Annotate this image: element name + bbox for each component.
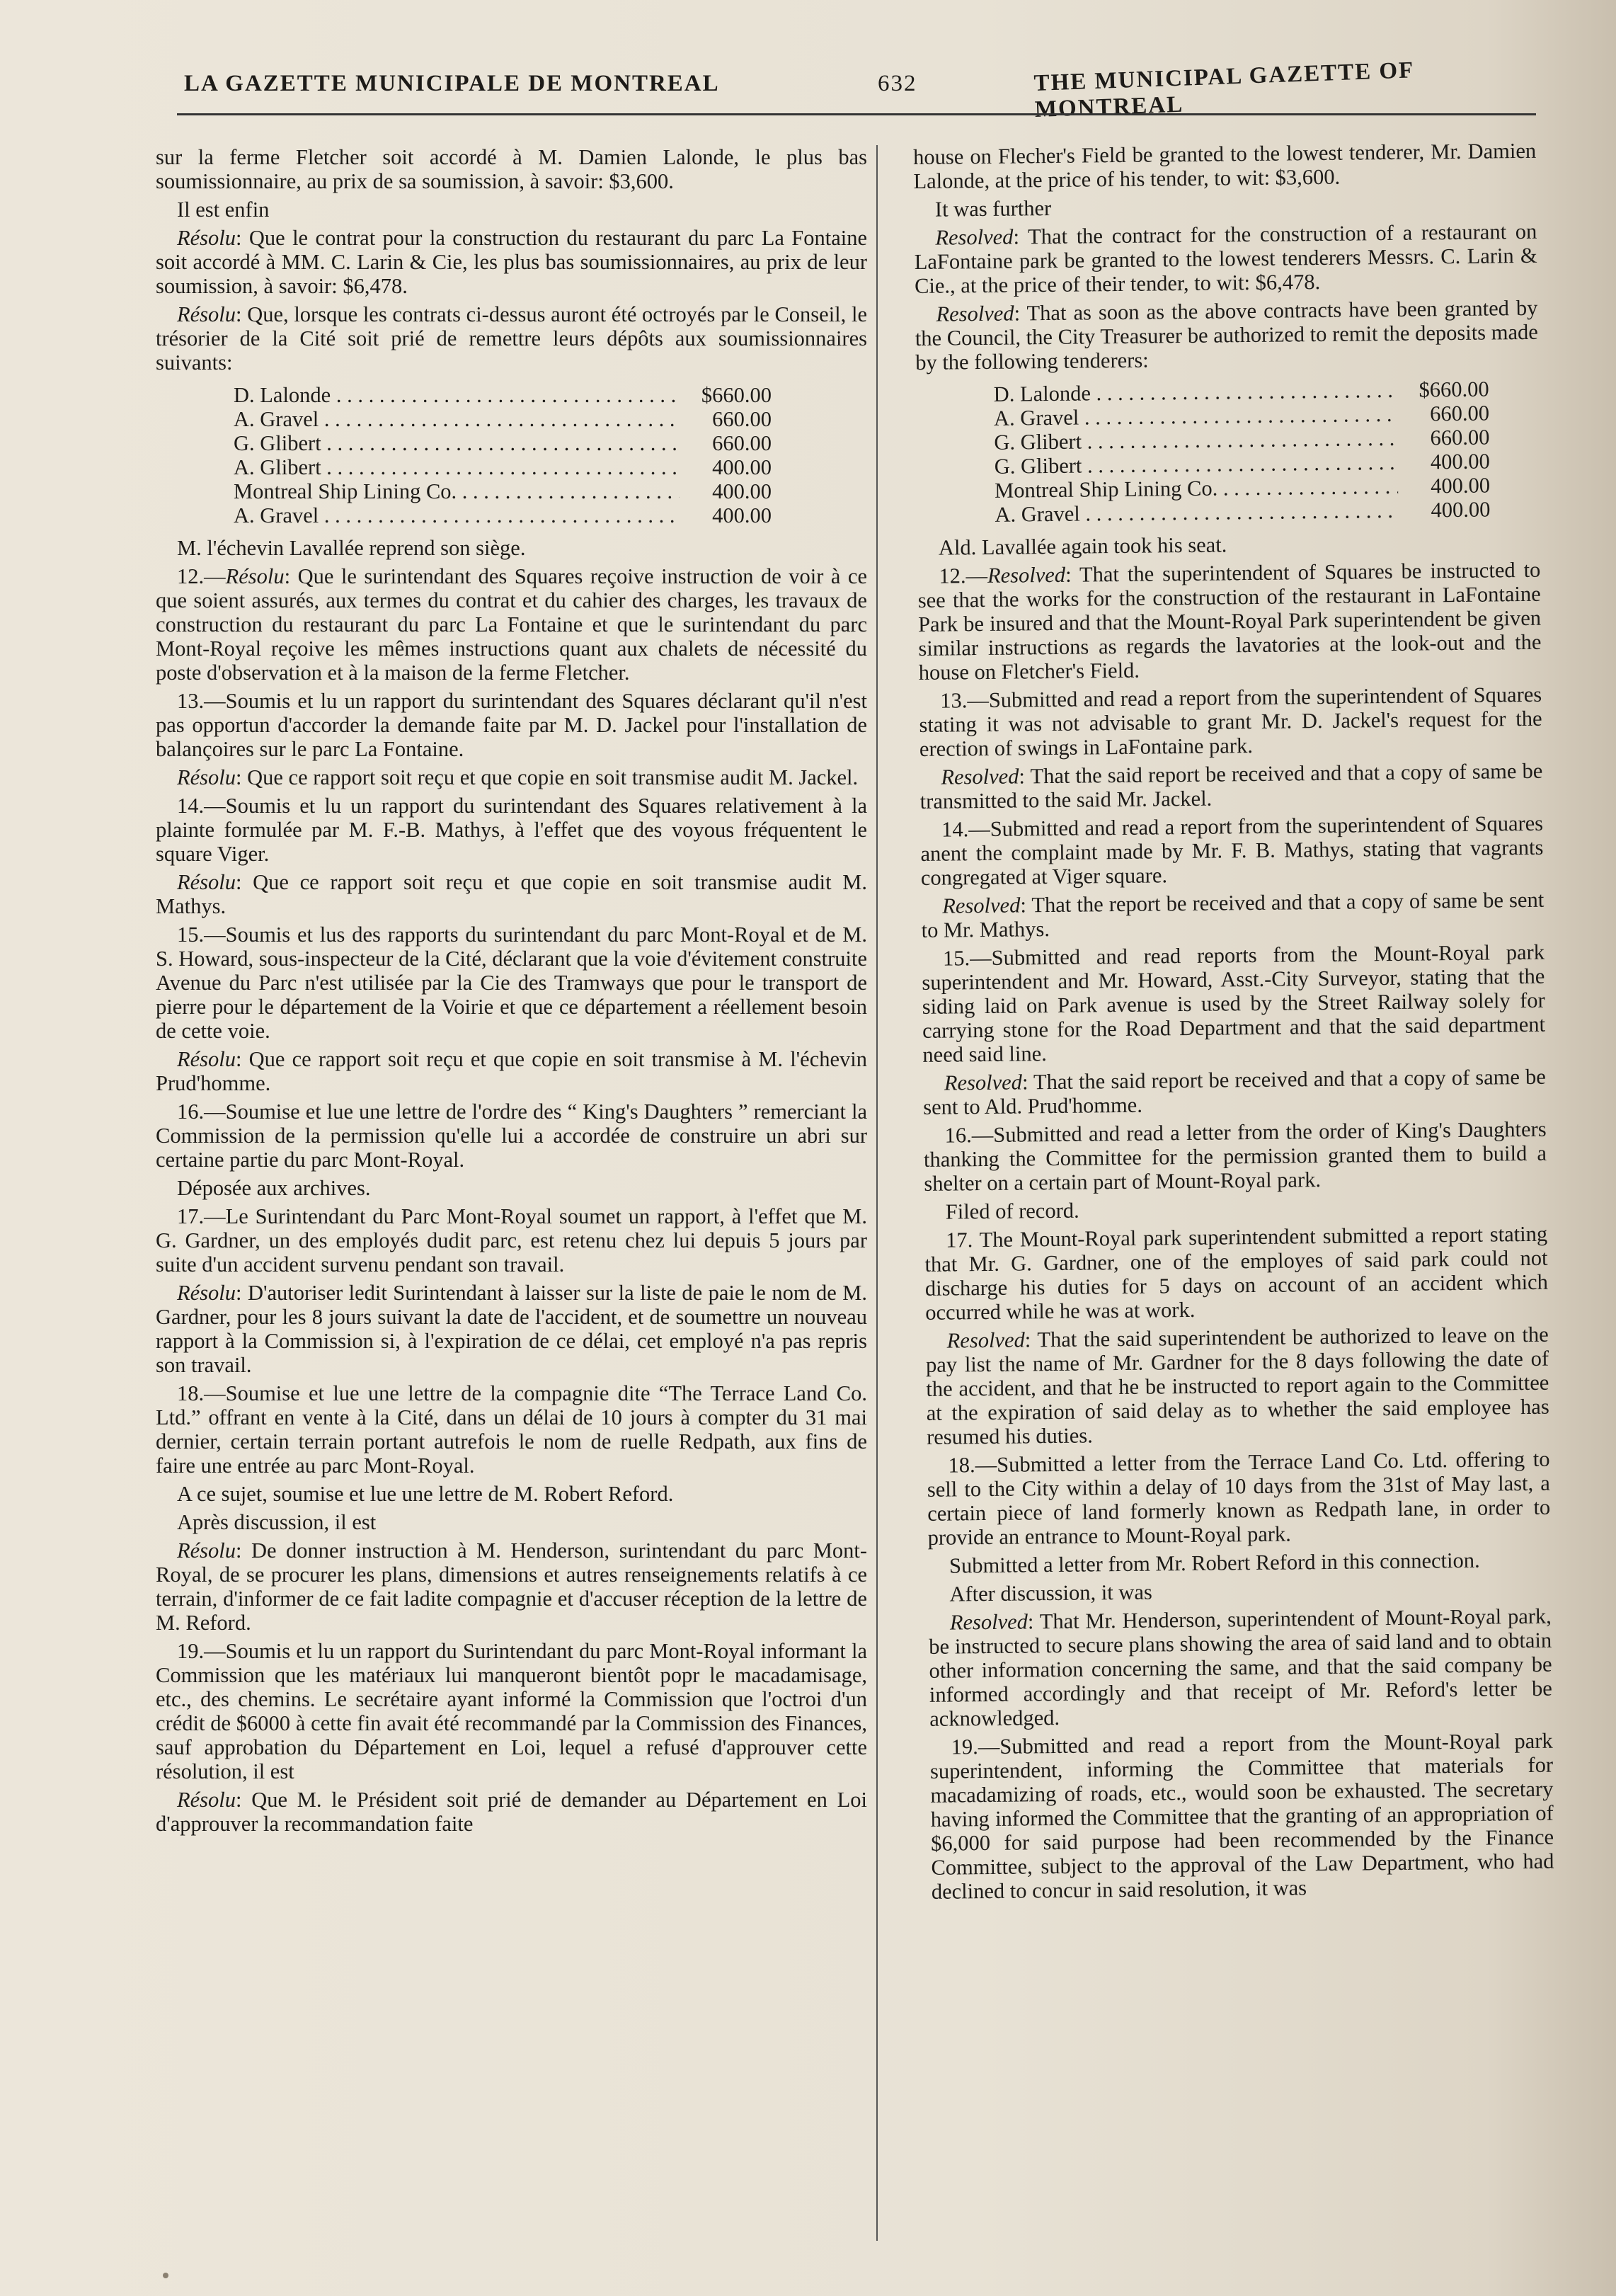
resolution-label: Résolu <box>177 1281 236 1305</box>
resolution-label: Résolu <box>177 1047 236 1071</box>
resolution-paragraph <box>914 219 1537 298</box>
resolution-text: : That the contract for the construction of a restaurant on LaFontaine park be granted to the lowest tenderers Messrs. C. Larin & Cie., at the price of their tender, to wit: $6,478. <box>914 219 1537 298</box>
resolution-paragraph <box>929 1604 1553 1731</box>
header-rule <box>177 113 1536 115</box>
page-number: 632 <box>878 71 917 96</box>
deposit-row <box>995 497 1490 526</box>
resolution-paragraph <box>156 1538 867 1635</box>
deposit-name: G. Glibert . . . <box>234 431 680 455</box>
deposit-amount: $660.00 <box>1419 377 1489 402</box>
paragraph: A ce sujet, soumise et lue une lettre de M. Robert Reford. <box>177 1482 674 1506</box>
paragraph: 14.—Submitted and read a report from the superintendent of Squares anent the complaint made by Mr. F. B. Mathys, stating that vagrants congregated at Viger square. <box>920 811 1544 890</box>
resolution-paragraph <box>921 888 1545 942</box>
resolution-text: : That the said report be received and that a copy of same be sent to Ald. Prud'homme. <box>923 1064 1547 1119</box>
deposit-name: A. Gravel . . . <box>994 402 1397 430</box>
resolution-label: Résolu <box>177 870 236 894</box>
page-header <box>184 57 1529 122</box>
deposit-amount: 660.00 <box>1430 425 1490 450</box>
paragraph: 18.—Submitted a letter from the Terrace Land Co. Ltd. offering to sell to the City within a delay of 10 days from the 31st of May last, a certain piece of land formerly known as Redpath lane, in order to provide an entrance to Mount-Royal park. <box>927 1446 1551 1550</box>
deposit-row <box>234 383 772 407</box>
french-column <box>156 145 867 1840</box>
deposit-amount: 400.00 <box>712 503 772 527</box>
resolution-label: Résolu <box>225 564 285 588</box>
resolution-label: Resolved <box>987 562 1066 588</box>
deposit-amount: 660.00 <box>712 407 772 431</box>
resolution-text: : Que le contrat pour la construction du restaurant du parc La Fontaine soit accordé à MM. C. Larin & Cie, les plus bas soumissionnaires, au prix de leur soumission, à savoir: $6,478. <box>156 226 867 298</box>
resolution-text: : That Mr. Henderson, superintendent of Mount-Royal park, be instructed to secure plans showing the area of said land and to obtain other information concerning the same, and that the said company be informed accordingly and that receipt of Mr. Reford's letter be acknowledged. <box>929 1604 1553 1731</box>
resolution-paragraph <box>926 1323 1550 1449</box>
resolution-text: : That the said superintendent be authorized to leave on the pay list the name of Mr. Gardner for the 8 days following the date of the accident, and that he be instructed to report again to the Committee at the expiration of said delay as to whether the said employee has resumed his duties. <box>925 1322 1549 1449</box>
deposit-name: Montreal Ship Lining Co. . . . <box>234 479 680 503</box>
deposit-row <box>234 431 772 455</box>
resolution-label: Résolu <box>177 1788 236 1812</box>
resolution-label: Résolu <box>177 302 236 326</box>
resolution-label: Résolu <box>177 765 236 789</box>
paragraph: M. l'échevin Lavallée reprend son siège. <box>177 536 526 560</box>
deposit-name: A. Gravel . . . <box>234 407 680 431</box>
resolution-paragraph <box>156 564 867 685</box>
paragraph: Filed of record. <box>945 1198 1079 1224</box>
paragraph: 15.—Submitted and read reports from the Mount-Royal park superintendent and Mr. Howard, Asst.-City Surveyor, stating that the siding laid on Park avenue is used by the Street Railway solely for carrying stone for the Road Department and that the said department need said line. <box>922 939 1546 1067</box>
deposit-name: G. Glibert . . . <box>995 450 1398 479</box>
item-number: 12.— <box>177 564 226 588</box>
resolution-text: : That as soon as the above contracts have been granted by the Council, the City Treasurer be authorized to remit the deposits made by the following tenderers: <box>915 295 1538 375</box>
paragraph: 13.—Soumis et lu un rapport du surintendant des Squares déclarant qu'il n'est pas opportun d'accorder la demande faite par M. D. Jackel pour l'installation de balançoires sur le parc La Fontaine. <box>156 689 867 761</box>
resolution-label: Resolved <box>946 1327 1025 1353</box>
paragraph: It was further <box>934 195 1052 222</box>
paragraph: 16.—Soumise et lue une lettre de l'ordre des “ King's Daughters ” remerciant la Commission de la permission qu'elle lui a accordée de construire un abri sur certaine partie du parc Mont-Royal. <box>156 1100 867 1172</box>
paragraph: house on Flecher's Field be granted to the lowest tenderer, Mr. Damien Lalonde, at the price of his tender, to wit: $3,600. <box>913 138 1537 193</box>
column-divider <box>876 145 878 2241</box>
paragraph: 16.—Submitted and read a letter from the order of King's Daughters thanking the Committee for the permission granted them to build a shelter on a certain part of Mount-Royal park. <box>923 1116 1547 1196</box>
resolution-text: : D'autoriser ledit Surintendant à laisser sur la liste de paie le nom de M. Gardner, pour les 8 jours suivant la date de l'accident, et de soumettre un nouveau rapport à la Commission si, à l'expiration de ce délai, cet employé n'a pas repris son travail. <box>156 1281 867 1377</box>
resolution-paragraph <box>923 1065 1547 1119</box>
paragraph: sur la ferme Fletcher soit accordé à M. Damien Lalonde, le plus bas soumissionnaire, au prix de sa soumission, à savoir: $3,600. <box>156 145 867 193</box>
paragraph: Déposée aux archives. <box>177 1176 371 1200</box>
english-column <box>913 139 1554 1908</box>
paragraph: Après discussion, il est <box>177 1510 377 1534</box>
paper-speck <box>163 2273 168 2278</box>
deposit-amount: 400.00 <box>1430 449 1490 474</box>
deposit-row <box>234 479 772 503</box>
deposit-name: D. Lalonde . . . <box>234 383 680 407</box>
resolution-text: : Que, lorsque les contrats ci-dessus auront été octroyés par le Conseil, le trésorier de la Cité soit prié de remettre leurs dépôts aux soumissionnaires suivants: <box>156 302 867 375</box>
paragraph: 19.—Soumis et lu un rapport du Surintendant du parc Mont-Royal informant la Commission que les matériaux lui manqueront bientôt popr le macadamisage, etc., des chemins. Le secrétaire ayant informé la Commission que l'octroi d'un crédit de $6000 à cette fin avait été recommandé par la Commission des Finances, sauf approbation du Département en Loi, lequel a refusé d'approuver cette résolution, il est <box>156 1639 867 1783</box>
paragraph: 17. The Mount-Royal park superintendent submitted a report stating that Mr. G. Gardner, one of the employes of said park could not discharge his duties for 5 days on account of an accident which occurred while he was at work. <box>924 1221 1549 1325</box>
resolution-paragraph <box>915 296 1538 375</box>
deposits-table <box>994 377 1491 526</box>
resolution-label: Résolu <box>177 1538 236 1563</box>
resolution-paragraph <box>156 765 867 789</box>
resolution-label: Resolved <box>941 764 1019 789</box>
deposits-table <box>234 383 772 527</box>
resolution-text: : Que ce rapport soit reçu et que copie en soit transmise audit M. Mathys. <box>156 870 867 918</box>
resolution-text: : Que le surintendant des Squares reçoive instruction de voir à ce que soient assurés, aux termes du contrat et du cahier des charges, les travaux de construction du restaurant du parc La Fontaine et que le surintendant du parc Mont-Royal reçoive les mêmes instructions quant aux chalets de nécessité du poste d'observation et à la maison de la ferme Fletcher. <box>156 564 867 685</box>
resolution-text: : That the said report be received and that a copy of same be transmitted to the said Mr. Jackel. <box>919 758 1543 813</box>
deposit-amount: 400.00 <box>712 455 772 479</box>
resolution-paragraph <box>919 759 1543 813</box>
resolution-paragraph <box>156 1047 867 1095</box>
paragraph: 19.—Submitted and read a report from the Mount-Royal park superintendent, informing the Committee that materials for macadamizing of roads, etc., would soon be exhausted. The secretary having informed the Committee that the granting of an appropriation of $6,000 for said purpose had been recommended by the Finance Committee, subject to the approval of the Law Department, who had declined to concur in said resolution, it was <box>929 1728 1554 1904</box>
resolution-label: Résolu <box>177 226 236 250</box>
resolution-label: Resolved <box>942 893 1021 918</box>
paragraph: 18.—Soumise et lue une lettre de la compagnie dite “The Terrace Land Co. Ltd.” offrant en vente à la Cité, dans un délai de 10 jours à compter du 31 mai dernier, certain terrain portant autrefois le nom de ruelle Redpath, aux fins de faire une entrée au parc Mont-Royal. <box>156 1381 867 1478</box>
paragraph: 17.—Le Surintendant du Parc Mont-Royal soumet un rapport, à l'effet que M. G. Gardner, un des employés dudit parc, est retenu chez lui depuis 5 jours par suite d'un accident survenu pendant son travail. <box>156 1204 867 1276</box>
resolution-text: : Que ce rapport soit reçu et que copie en soit transmise audit M. Jackel. <box>236 765 859 789</box>
deposit-name: G. Glibert . . . <box>994 426 1397 455</box>
resolution-paragraph <box>156 1788 867 1836</box>
header-title-english: THE MUNICIPAL GAZETTE OF MONTREAL <box>1033 57 1414 122</box>
deposit-row <box>234 407 772 431</box>
resolution-paragraph <box>156 226 867 298</box>
item-number: 12.— <box>939 563 988 588</box>
deposit-amount: 400.00 <box>1431 473 1491 498</box>
paragraph: Submitted a letter from Mr. Robert Reford in this connection. <box>949 1548 1480 1578</box>
resolution-paragraph <box>156 870 867 918</box>
deposit-name: A. Gravel . . . <box>234 503 680 527</box>
paragraph: 13.—Submitted and read a report from the superintendent of Squares stating it was not advisable to grant Mr. D. Jackel's request for the erection of swings in LaFontaine park. <box>919 682 1542 761</box>
resolution-paragraph <box>156 302 867 375</box>
paragraph: Ald. Lavallée again took his seat. <box>938 532 1227 560</box>
deposit-name: D. Lalonde . . . <box>994 378 1397 406</box>
deposit-row <box>234 455 772 479</box>
header-title-french: LA GAZETTE MUNICIPALE DE MONTREAL <box>184 71 720 96</box>
resolution-label: Resolved <box>944 1070 1023 1095</box>
deposit-amount: 660.00 <box>1429 401 1490 426</box>
deposit-amount: 400.00 <box>1431 497 1491 522</box>
resolution-text: : That the report be received and that a copy of same be sent to Mr. Mathys. <box>921 887 1545 942</box>
resolution-text: : Que ce rapport soit reçu et que copie en soit transmise à M. l'échevin Prud'homme. <box>156 1047 867 1095</box>
resolution-label: Resolved <box>936 301 1014 326</box>
resolution-paragraph <box>917 558 1542 685</box>
paragraph: After discussion, it was <box>949 1580 1152 1606</box>
deposit-row <box>234 503 772 527</box>
deposit-amount: $660.00 <box>701 383 772 407</box>
deposit-amount: 660.00 <box>712 431 772 455</box>
resolution-text: : That the superintendent of Squares be instructed to see that the works for the construction of the restaurant in LaFontaine Park be insured and that the Mount-Royal Park superintendent be given similar instructions as regards the lavatories at the look-out and the house on Fletcher's Field. <box>917 557 1542 685</box>
resolution-label: Resolved <box>935 224 1014 250</box>
deposit-name: Montreal Ship Lining Co. . . . <box>995 474 1398 503</box>
paragraph: Il est enfin <box>177 198 270 222</box>
deposit-amount: 400.00 <box>712 479 772 503</box>
paragraph: 14.—Soumis et lu un rapport du surintendant des Squares relativement à la plainte formulée par M. F.-B. Mathys, à l'effet que des voyous fréquentent le square Viger. <box>156 794 867 866</box>
resolution-text: : Que M. le Président soit prié de demander au Département en Loi d'approuver la recommandation faite <box>156 1788 867 1836</box>
deposit-name: A. Glibert . . . <box>234 455 680 479</box>
resolution-label: Resolved <box>949 1609 1028 1635</box>
deposit-name: A. Gravel . . . <box>995 498 1398 527</box>
resolution-text: : De donner instruction à M. Henderson, surintendant du parc Mont-Royal, de se procurer les plans, dimensions et autres renseignements relatifs à ce terrain, d'informer de ce fait ladite compagnie et d'accuser réception de la lettre de M. Reford. <box>156 1538 867 1635</box>
paragraph: 15.—Soumis et lus des rapports du surintendant du parc Mont-Royal et de M. S. Howard, sous-inspecteur de la Cité, déclarant que la voie d'évitement construite Avenue du Parc n'est utilisée par la Cie des Tramways que pour le transport de pierre pour le département de la Voirie et que ce département a réellement besoin de cette voie. <box>156 923 867 1043</box>
resolution-paragraph <box>156 1281 867 1377</box>
